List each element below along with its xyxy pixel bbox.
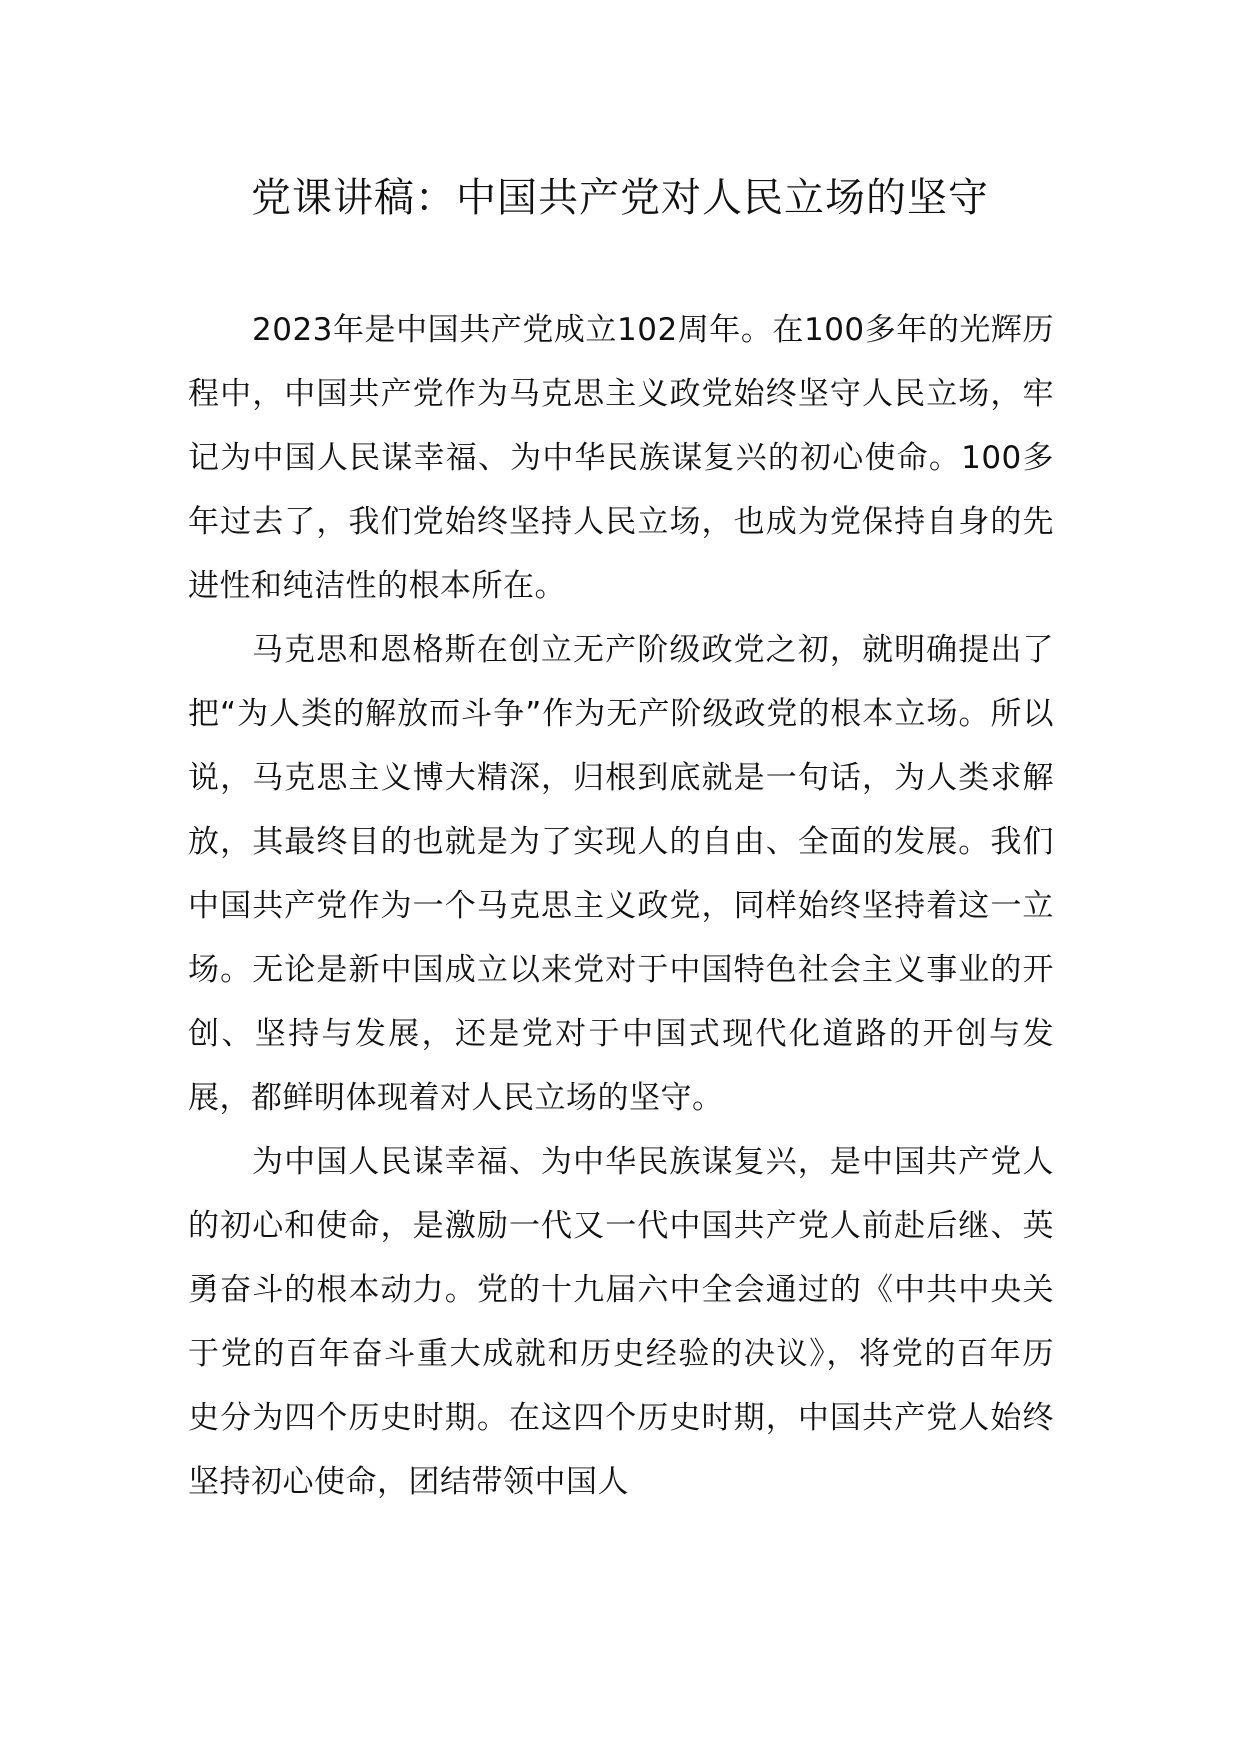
document-body — [188, 298, 1054, 1514]
paragraph-3: 为中国人民谋幸福、为中华民族谋复兴，是中国共产党人的初心和使命，是激励一代又一代中国共产党人前赴后继、英勇奋斗的根本动力。党的十九届六中全会通过的《中共中央关于党的百年奋斗重大成就和历史经验的决议》，将党的百年历史分为四个历史时期。在这四个历史时期，中国共产党人始终坚持初心使命，团结带领中国人 — [188, 1144, 1054, 1500]
paragraph-1: 2023年是中国共产党成立102周年。在100多年的光辉历程中，中国共产党作为马克思主义政党始终坚守人民立场，牢记为中国人民谋幸福、为中华民族谋复兴的初心使命。100多年过去了，我们党始终坚持人民立场，也成为党保持自身的先进性和纯洁性的根本所在。 — [188, 312, 1054, 604]
document-title: 党课讲稿：中国共产党对人民立场的坚守 — [251, 175, 989, 221]
paragraph-2: 马克思和恩格斯在创立无产阶级政党之初，就明确提出了把“为人类的解放而斗争”作为无产阶级政党的根本立场。所以说，马克思主义博大精深，归根到底就是一句话，为人类求解放，其最终目的也就是为了实现人的自由、全面的发展。我们中国共产党作为一个马克思主义政党，同样始终坚持着这一立场。无论是新中国成立以来党对于中国特色社会主义事业的开创、坚持与发展，还是党对于中国式现代化道路的开创与发展，都鲜明体现着对人民立场的坚守。 — [188, 632, 1054, 1116]
